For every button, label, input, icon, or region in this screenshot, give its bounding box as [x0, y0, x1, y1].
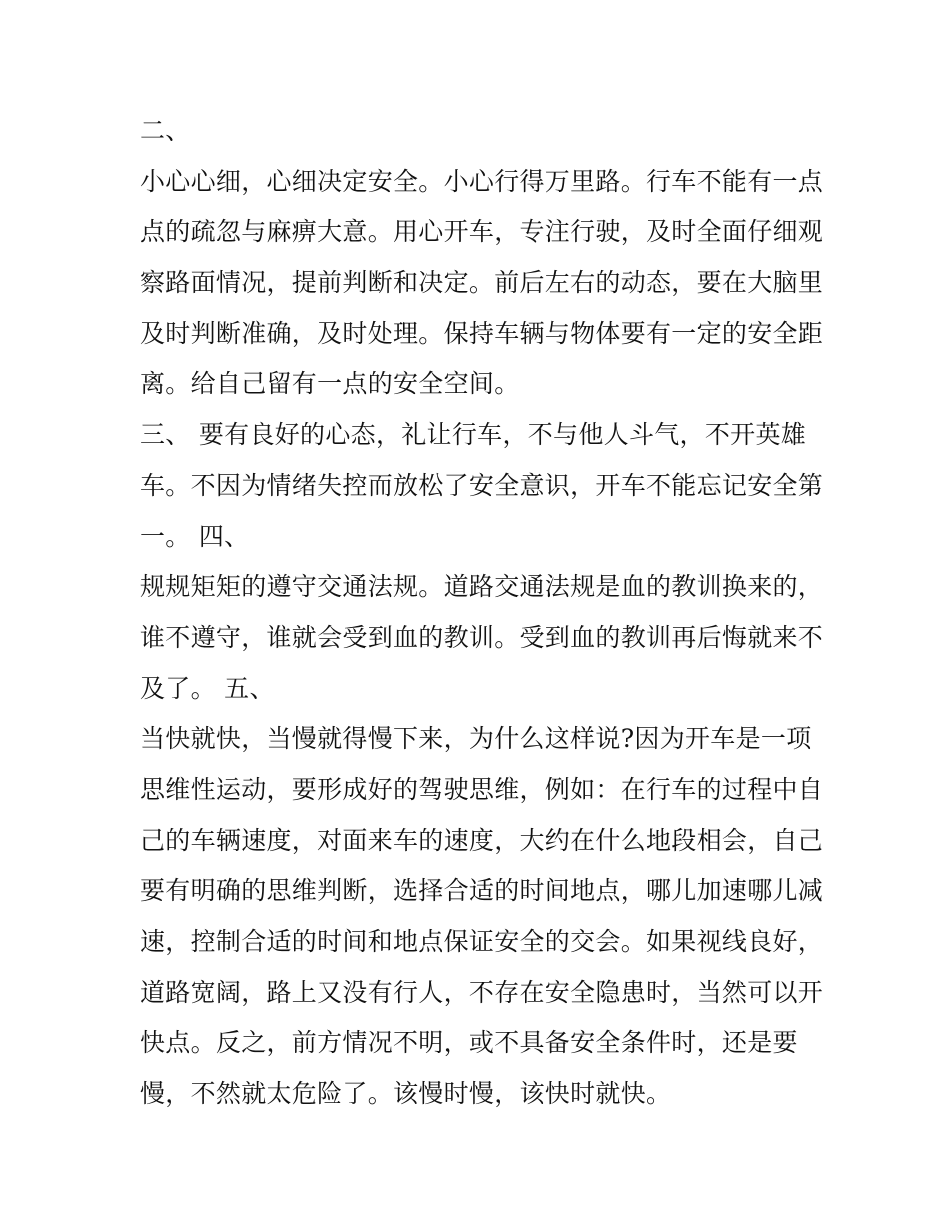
text-line: 道路宽阔，路上又没有行人，不存在安全隐患时，当然可以开 [140, 977, 824, 1007]
text-line: 规规矩矩的遵守交通法规。道路交通法规是血的教训换来的， [140, 572, 824, 602]
text-line: 三、 要有良好的心态，礼让行车，不与他人斗气，不开英雄 [140, 420, 807, 450]
document-body [140, 106, 824, 1120]
text-line: 当快就快，当慢就得慢下来，为什么这样说?因为开车是一项 [140, 724, 812, 754]
text-line: 谁不遵守，谁就会受到血的教训。受到血的教训再后悔就来不 [140, 622, 824, 652]
text-line: 快点。反之，前方情况不明，或不具备安全条件时，还是要 [140, 1028, 798, 1058]
text-line: 要有明确的思维判断，选择合适的时间地点，哪儿加速哪儿减 [140, 876, 824, 906]
text-line: 察路面情况，提前判断和决定。前后左右的动态，要在大脑里 [140, 268, 824, 298]
text-line: 慢，不然就太危险了。该慢时慢，该快时就快。 [140, 1079, 672, 1109]
text-line: 二、 [140, 116, 191, 145]
text-line: 及时判断准确，及时处理。保持车辆与物体要有一定的安全距 [140, 318, 824, 348]
text-line: 小心心细，心细决定安全。小心行得万里路。行车不能有一点 [140, 166, 824, 196]
text-line: 一。 四、 [140, 521, 250, 551]
text-line: 点的疏忽与麻痹大意。用心开车，专注行驶，及时全面仔细观 [140, 217, 824, 247]
text-line: 速，控制合适的时间和地点保证安全的交会。如果视线良好， [140, 927, 824, 956]
text-line: 己的车辆速度，对面来车的速度，大约在什么地段相会，自己 [140, 825, 824, 855]
text-line: 及了。 五、 [140, 673, 275, 703]
text-line: 思维性运动，要形成好的驾驶思维，例如：在行车的过程中自 [140, 774, 824, 804]
text-line: 车。不因为情绪失控而放松了安全意识，开车不能忘记安全第 [140, 470, 824, 500]
text-line: 离。给自己留有一点的安全空间。 [140, 369, 520, 399]
